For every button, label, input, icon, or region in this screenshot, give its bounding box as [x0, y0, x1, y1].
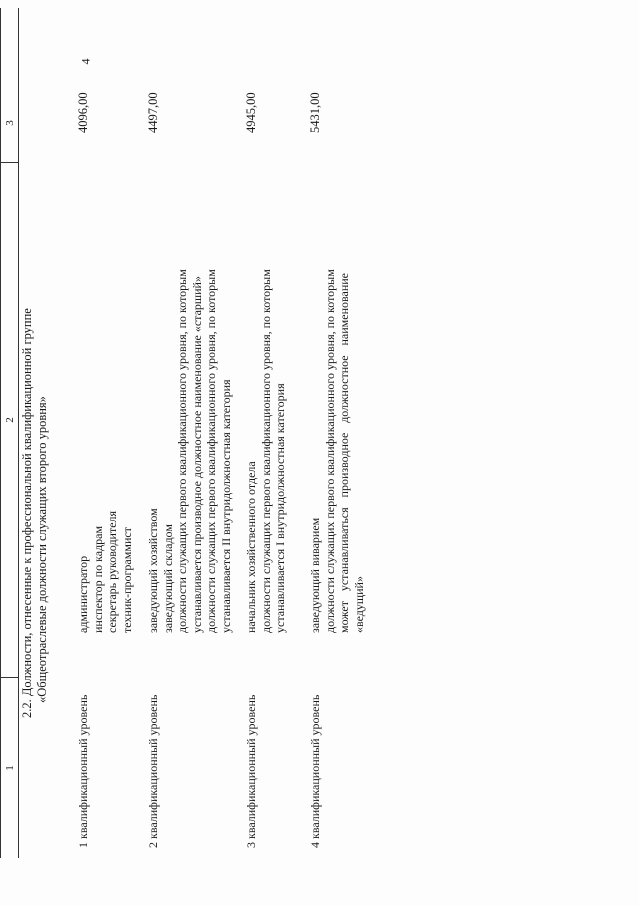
column-number-1: 1 [4, 765, 16, 771]
row-1-position-1: администратор [76, 555, 90, 633]
column-number-2: 2 [4, 417, 16, 423]
row-4-position-2: должности служащих первого квалификационного уровня, по которым [322, 269, 337, 633]
row-4-position-3: может устанавливаться производное должностное наименование [337, 273, 352, 633]
row-3-amount: 4945,00 [244, 92, 258, 133]
row-2-position-4: устанавливается производное должностное наименование «старший» [189, 276, 204, 633]
row-3-position-1: начальник хозяйственного отдела [244, 461, 258, 633]
row-4-level: 4 квалификационный уровень [308, 694, 322, 848]
row-1-position-2: инспектор по кадрам [90, 525, 105, 633]
row-2-position-6: устанавливается II внутридолжностная категория [218, 379, 233, 633]
header-divider-2 [0, 162, 18, 163]
row-4-amount: 5431,00 [308, 92, 322, 133]
row-3-position-3: устанавливается I внутридолжностная категория [273, 383, 288, 633]
row-1-amount: 4096,00 [76, 92, 90, 133]
row-4-positions [308, 269, 366, 633]
header-divider-1 [0, 677, 18, 678]
row-2-position-3: должности служащих первого квалификационного уровня, по которым [175, 269, 190, 633]
rotated-table [0, 8, 520, 868]
row-3-level: 3 квалификационный уровень [244, 694, 258, 848]
row-2-level: 2 квалификационный уровень [146, 694, 160, 848]
row-4-position-1: заведующий виварием [308, 517, 322, 633]
page-number: 4 [78, 58, 93, 65]
table-top-rule [0, 8, 1, 858]
column-number-3: 3 [4, 120, 16, 126]
section-title-line-2: «Общеотраслевые должности служащих второго уровня» [35, 396, 49, 703]
row-1-positions [76, 511, 134, 633]
row-2-position-2: заведующий складом [160, 524, 175, 633]
row-1-position-3: секретарь руководителя [105, 510, 120, 633]
row-2-amount: 4497,00 [146, 92, 160, 133]
row-3-position-2: должности служащих первого квалификационного уровня, по которым [258, 269, 273, 633]
row-4-position-4: «ведущий» [351, 576, 366, 633]
row-1-level: 1 квалификационный уровень [76, 694, 90, 848]
row-2-position-1: заведующий хозяйством [146, 508, 160, 633]
row-2-positions [146, 269, 234, 633]
row-2-position-5: должности служащих первого квалификационного уровня, по которым [204, 269, 219, 633]
header-bottom-rule [18, 8, 19, 858]
section-title [20, 308, 50, 718]
row-3-positions [244, 269, 288, 633]
section-title-line-1: 2.2. Должности, отнесенные к профессиональной квалификационной группе [20, 308, 34, 718]
row-1-position-4: техник-программист [119, 527, 134, 633]
